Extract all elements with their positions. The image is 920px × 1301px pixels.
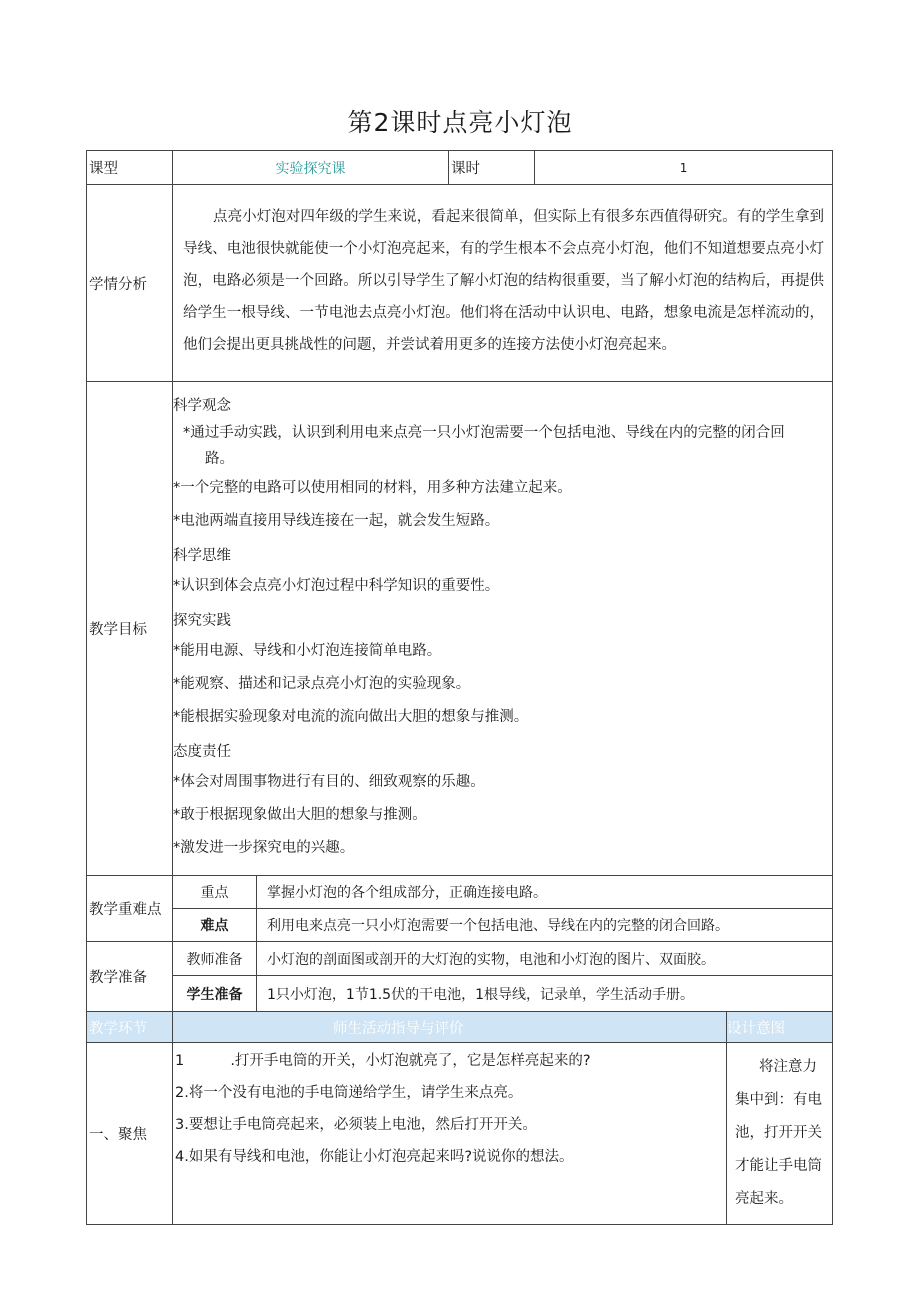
hours-label: 课时 <box>449 151 535 185</box>
practice-item-1: *能用电源、导线和小灯泡连接简单电路。 <box>173 643 442 659</box>
goals-row <box>87 382 833 876</box>
teacher-prep-text: 小灯泡的剖面图或剖开的大灯泡的实物，电池和小灯泡的图片、双面胶。 <box>257 942 833 976</box>
hard-label: 难点 <box>173 909 257 942</box>
practice-heading: 探究实践 <box>173 613 231 629</box>
concept-item-3: *电池两端直接用导线连接在一起，就会发生短路。 <box>173 513 500 529</box>
concept-item-1 <box>173 420 828 472</box>
prep-label: 教学准备 <box>87 942 173 1012</box>
lesson-plan-table <box>86 150 833 1225</box>
analysis-label: 学情分析 <box>87 185 173 382</box>
page-title: 第2课时点亮小灯泡 <box>347 108 573 137</box>
focus-intent-cell <box>727 1043 833 1225</box>
key-text: 掌握小灯泡的各个组成部分，正确连接电路。 <box>257 876 833 909</box>
goals-label: 教学目标 <box>87 382 173 876</box>
type-label: 课型 <box>87 151 173 185</box>
focus-item-3: 3.要想让手电筒亮起来，必须装上电池，然后打开开关。 <box>175 1117 537 1133</box>
key-row <box>87 876 833 909</box>
focus-item-1: 1 .打开手电筒的开关，小灯泡就亮了，它是怎样亮起来的? <box>175 1053 591 1069</box>
focus-row <box>87 1043 833 1225</box>
type-value: 实验探究课 <box>173 151 449 185</box>
hard-text: 利用电来点亮一只小灯泡需要一个包括电池、导线在内的完整的闭合回路。 <box>257 909 833 942</box>
analysis-text: 点亮小灯泡对四年级的学生来说，看起来很简单，但实际上有很多东西值得研究。有的学生拿到导线、电池很快就能使一个小灯泡亮起来，有的学生根本不会点亮小灯泡，他们不知道想要点亮小灯泡，电路必须是一个回路。所以引导学生了解小灯泡的结构很重要，当了解小灯泡的结构后，再提供给学生一根导线、一节电池去点亮小灯泡。他们将在活动中认识电、电路，想象电流是怎样流动的，他们会提出更具挑战性的问题，并尝试着用更多的连接方法使小灯泡亮起来。 <box>183 209 825 353</box>
goals-cell <box>173 382 833 876</box>
keypoints-label: 教学重难点 <box>87 876 173 942</box>
process-col-intent: 设计意图 <box>727 1012 833 1043</box>
process-col-activity: 师生活动指导与评价 <box>173 1012 727 1043</box>
teacher-prep-label: 教师准备 <box>173 942 257 976</box>
student-prep-label: 学生准备 <box>173 976 257 1012</box>
focus-item-4: 4.如果有导线和电池，你能让小灯泡亮起来吗?说说你的想法。 <box>175 1149 574 1165</box>
attitude-item-1: *体会对周围事物进行有目的、细致观察的乐趣。 <box>173 774 485 790</box>
teacher-prep-row <box>87 942 833 976</box>
info-row <box>87 151 833 185</box>
thinking-item-1: *认识到体会点亮小灯泡过程中科学知识的重要性。 <box>173 578 500 594</box>
attitude-heading: 态度责任 <box>173 744 231 760</box>
focus-activities <box>173 1043 727 1225</box>
hard-row <box>87 909 833 942</box>
concept-heading: 科学观念 <box>173 398 231 414</box>
focus-item-2: 2.将一个没有电池的手电筒递给学生，请学生来点亮。 <box>175 1085 523 1101</box>
concept-item-2: *一个完整的电路可以使用相同的材料，用多种方法建立起来。 <box>173 480 572 496</box>
student-prep-row <box>87 976 833 1012</box>
student-prep-text: 1只小灯泡，1节1.5伏的干电池，1根导线，记录单，学生活动手册。 <box>257 976 833 1012</box>
concept-item-1b: 路。 <box>205 451 234 467</box>
focus-label: 一、聚焦 <box>87 1043 173 1225</box>
attitude-item-2: *敢于根据现象做出大胆的想象与推测。 <box>173 807 427 823</box>
hours-value: 1 <box>535 151 833 185</box>
process-col-stage: 教学环节 <box>87 1012 173 1043</box>
focus-intent: 将注意力集中到：有电池，打开开关才能让手电筒亮起来。 <box>735 1059 822 1207</box>
thinking-heading: 科学思维 <box>173 548 231 564</box>
practice-item-2: *能观察、描述和记录点亮小灯泡的实验现象。 <box>173 676 471 692</box>
practice-item-3: *能根据实验现象对电流的流向做出大胆的想象与推测。 <box>173 709 529 725</box>
attitude-item-3: *激发进一步探究电的兴趣。 <box>173 840 355 856</box>
concept-item-1a: *通过手动实践，认识到利用电来点亮一只小灯泡需要一个包括电池、导线在内的完整的闭合回 <box>183 425 785 441</box>
analysis-row <box>87 185 833 382</box>
process-header-row <box>87 1012 833 1043</box>
key-label: 重点 <box>173 876 257 909</box>
analysis-cell <box>173 185 833 382</box>
